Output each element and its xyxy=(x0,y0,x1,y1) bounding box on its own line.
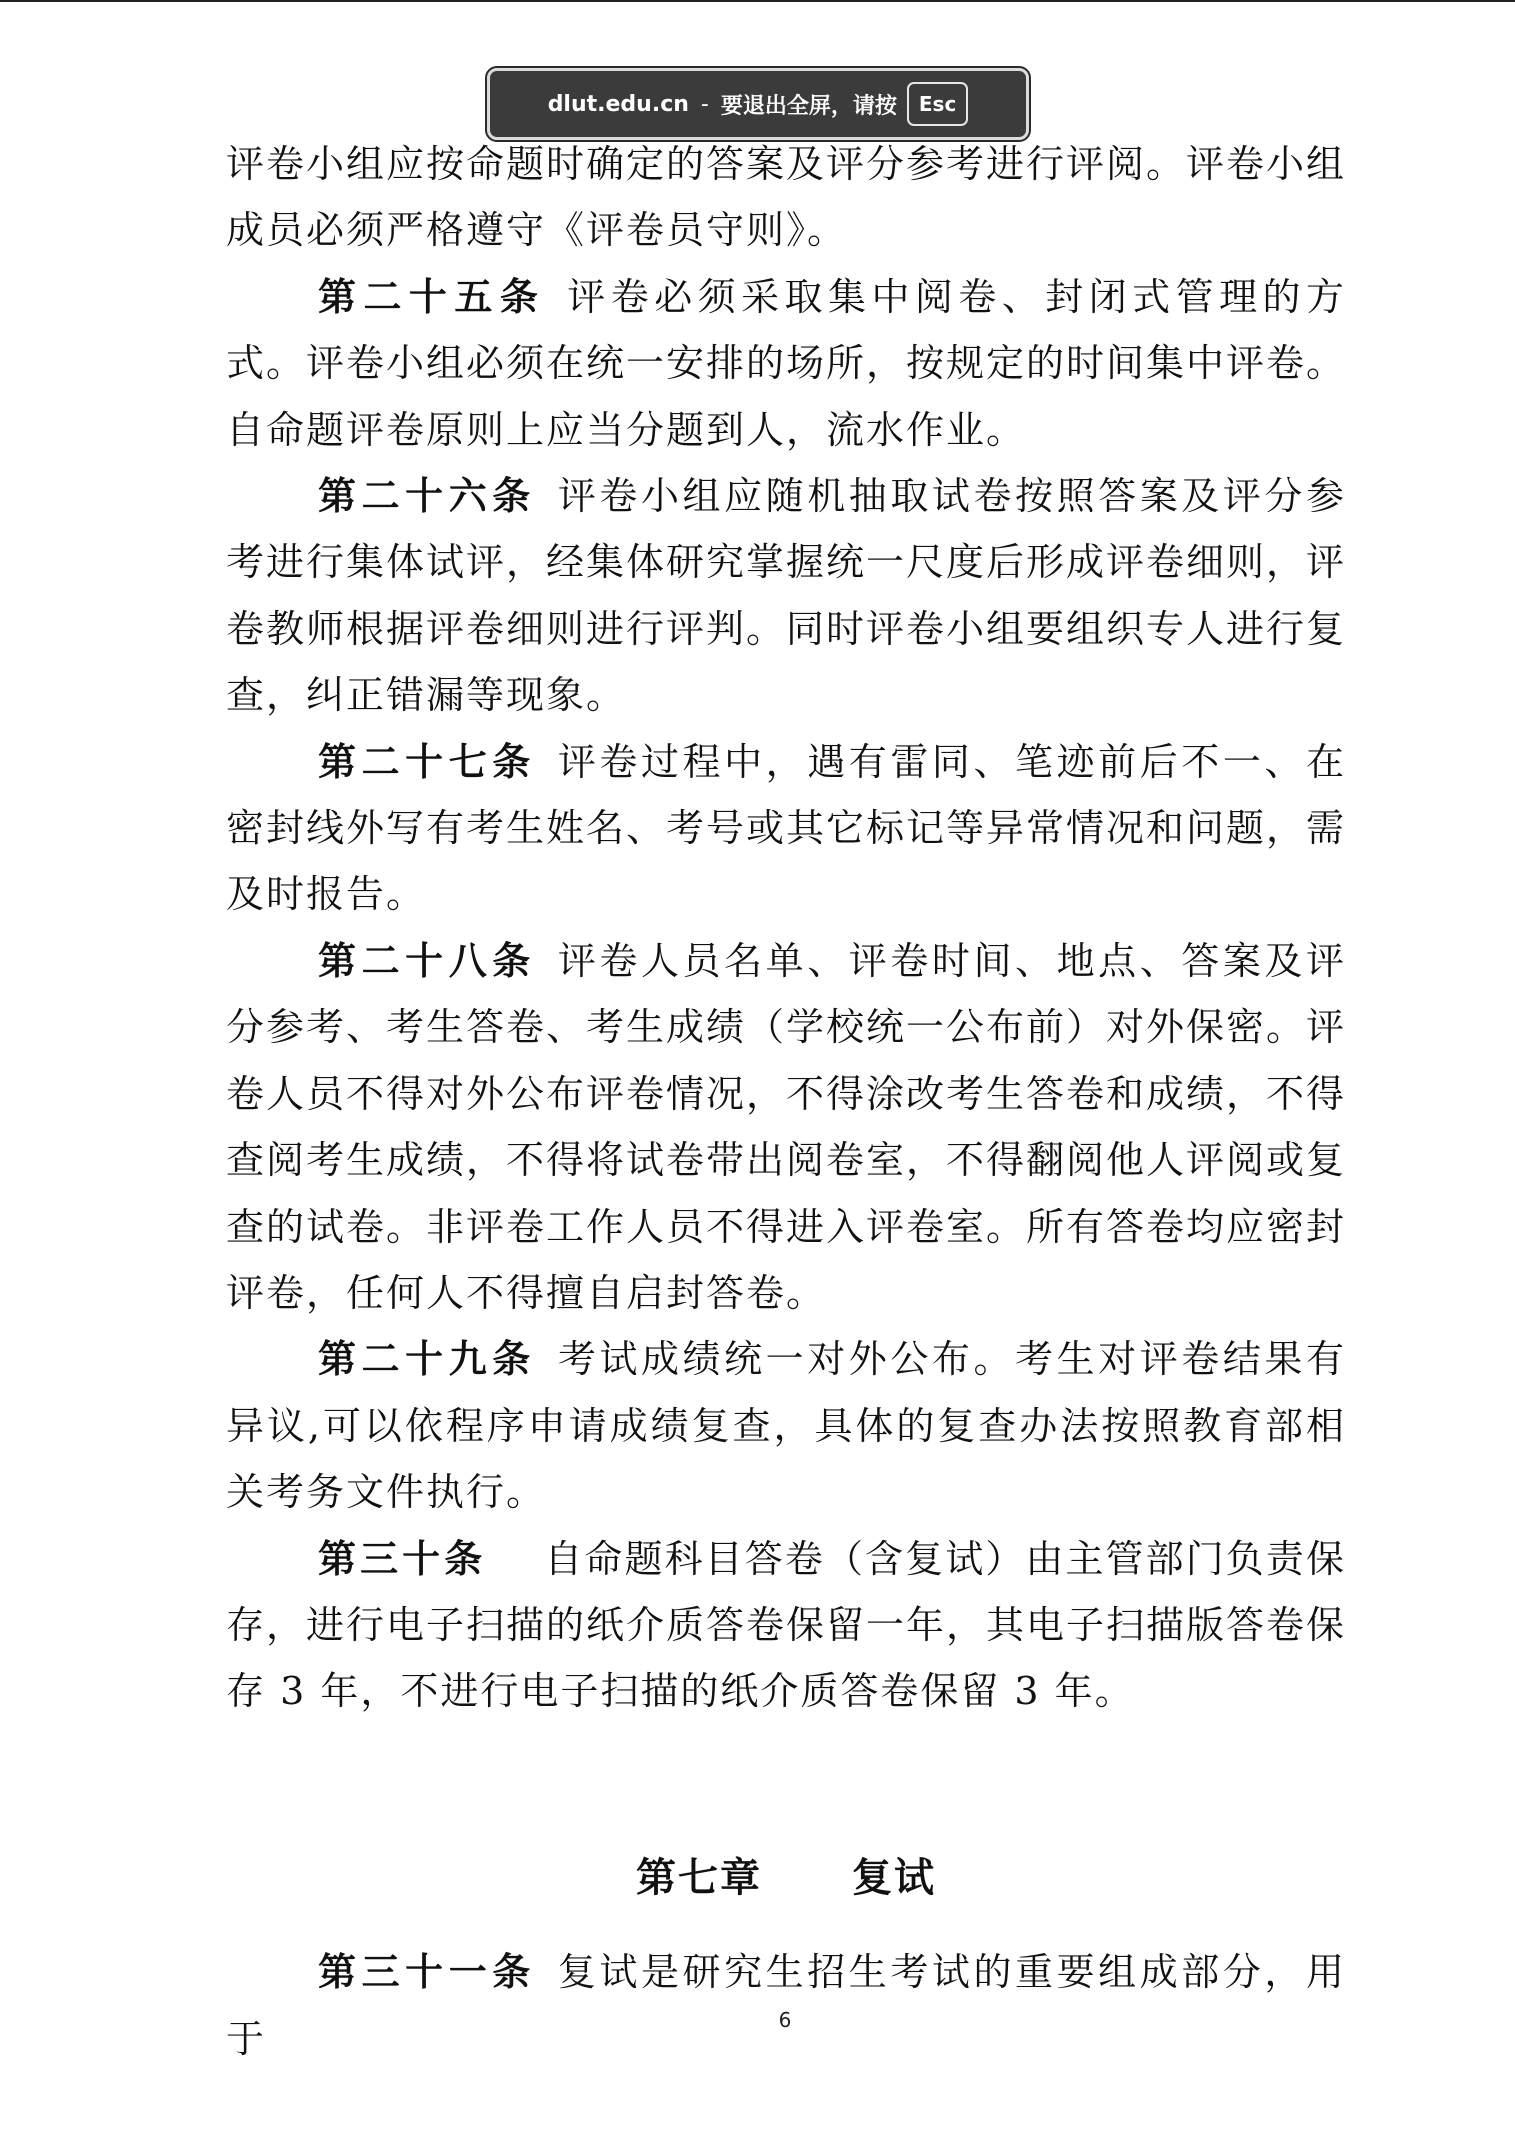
article-label: 第二十八条 xyxy=(318,938,536,983)
fullscreen-exit-notice xyxy=(487,68,1029,140)
article-28 xyxy=(226,928,1346,1326)
article-26 xyxy=(226,463,1346,729)
paragraph-continued xyxy=(226,131,1346,264)
fullscreen-domain: dlut.edu.cn xyxy=(547,91,689,117)
paragraph-text: 评卷小组应按命题时确定的答案及评分参考进行评阅。评卷小组成员必须严格遵守《评卷员守则》。 xyxy=(226,142,1347,253)
article-label: 第二十九条 xyxy=(318,1337,536,1382)
article-text: 复试是研究生招生考试的重要组成部分，用于 xyxy=(226,1950,1346,2061)
article-29 xyxy=(226,1326,1346,1525)
article-31 xyxy=(226,1939,1346,2072)
article-text: 自命题科目答卷（含复试）由主管部门负责保存，进行电子扫描的纸介质答卷保留一年，其电子扫描版答卷保存 3 年，不进行电子扫描的纸介质答卷保留 3 年。 xyxy=(226,1536,1347,1714)
page-number: 6 xyxy=(778,2008,792,2032)
chapter-number: 第七章 xyxy=(636,1854,762,1901)
document-page xyxy=(226,131,1346,2072)
window-top-border xyxy=(0,0,1515,2)
fullscreen-message: 要退出全屏，请按 xyxy=(720,93,897,119)
article-30 xyxy=(226,1526,1346,1725)
article-text: 评卷必须采取集中阅卷、封闭式管理的方式。评卷小组必须在统一安排的场所，按规定的时间集中评卷。自命题评卷原则上应当分题到人，流水作业。 xyxy=(226,274,1347,452)
chapter-heading xyxy=(226,1845,1346,1911)
article-label: 第三十一条 xyxy=(318,1950,536,1995)
fullscreen-separator: - xyxy=(700,91,709,117)
article-label: 第二十五条 xyxy=(318,274,546,319)
article-text: 评卷人员名单、评卷时间、地点、答案及评分参考、考生答卷、考生成绩（学校统一公布前）对外保密。评卷人员不得对外公布评卷情况，不得涂改考生答卷和成绩，不得查阅考生成绩，不得将试卷带出阅卷室，不得翻阅他人评阅或复查的试卷。非评卷工作人员不得进入评卷室。所有答卷均应密封评卷，任何人不得擅自启封答卷。 xyxy=(226,938,1347,1315)
article-label: 第二十七条 xyxy=(318,739,536,784)
article-text: 考试成绩统一对外公布。考生对评卷结果有异议,可以依程序申请成绩复查，具体的复查办法按照教育部相关考务文件执行。 xyxy=(226,1337,1346,1515)
esc-key-badge[interactable]: Esc xyxy=(907,82,968,126)
article-text: 评卷过程中，遇有雷同、笔迹前后不一、在密封线外写有考生姓名、考号或其它标记等异常情况和问题，需及时报告。 xyxy=(226,739,1347,917)
chapter-name: 复试 xyxy=(852,1854,936,1901)
article-label: 第二十六条 xyxy=(318,474,536,519)
article-27 xyxy=(226,729,1346,928)
article-25 xyxy=(226,264,1346,463)
article-label: 第三十条 xyxy=(318,1536,487,1581)
article-text: 评卷小组应随机抽取试卷按照答案及评分参考进行集体试评，经集体研究掌握统一尺度后形成评卷细则，评卷教师根据评卷细则进行评判。同时评卷小组要组织专人进行复查，纠正错漏等现象。 xyxy=(226,474,1347,718)
